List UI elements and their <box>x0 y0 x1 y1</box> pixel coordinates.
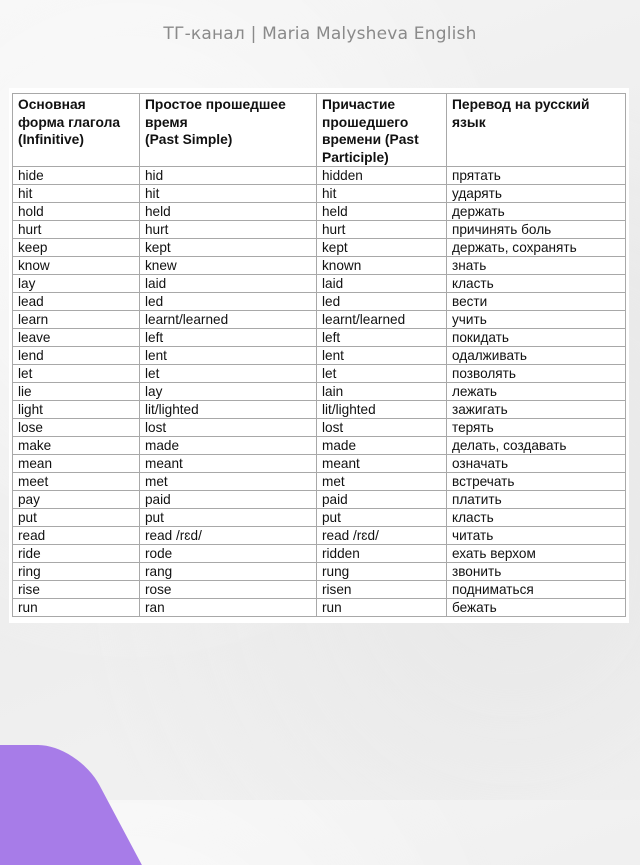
header-past-simple <box>140 94 317 167</box>
cell-translation: ударять <box>447 185 626 203</box>
cell-past-participle: read /rɛd/ <box>317 527 447 545</box>
cell-past-simple: laid <box>140 275 317 293</box>
cell-past-participle: meant <box>317 455 447 473</box>
table-row <box>13 185 626 203</box>
cell-infinitive: let <box>13 365 140 383</box>
cell-translation: делать, создавать <box>447 437 626 455</box>
cell-infinitive: leave <box>13 329 140 347</box>
cell-past-participle: rung <box>317 563 447 581</box>
cell-past-participle: held <box>317 203 447 221</box>
cell-past-participle: learnt/learned <box>317 311 447 329</box>
cell-infinitive: hurt <box>13 221 140 239</box>
cell-past-participle: run <box>317 599 447 617</box>
cell-past-simple: rose <box>140 581 317 599</box>
cell-past-participle: put <box>317 509 447 527</box>
header-line: Простое прошедшее <box>145 97 286 112</box>
table-row <box>13 473 626 491</box>
cell-translation: терять <box>447 419 626 437</box>
cell-translation: класть <box>447 509 626 527</box>
cell-translation: подниматься <box>447 581 626 599</box>
cell-past-participle: laid <box>317 275 447 293</box>
table-row <box>13 527 626 545</box>
cell-past-simple: led <box>140 293 317 311</box>
cell-past-simple: lit/lighted <box>140 401 317 419</box>
cell-translation: одалживать <box>447 347 626 365</box>
cell-translation: означать <box>447 455 626 473</box>
cell-infinitive: lead <box>13 293 140 311</box>
table-row <box>13 203 626 221</box>
cell-past-simple: left <box>140 329 317 347</box>
header-translation <box>447 94 626 167</box>
cell-past-simple: hurt <box>140 221 317 239</box>
cell-infinitive: keep <box>13 239 140 257</box>
table-row <box>13 383 626 401</box>
header-line: Основная <box>18 97 86 112</box>
cell-infinitive: put <box>13 509 140 527</box>
cell-infinitive: run <box>13 599 140 617</box>
cell-past-participle: hit <box>317 185 447 203</box>
cell-infinitive: hit <box>13 185 140 203</box>
table-card <box>9 88 629 623</box>
cell-past-participle: risen <box>317 581 447 599</box>
irregular-verbs-table <box>12 93 626 617</box>
cell-infinitive: mean <box>13 455 140 473</box>
table-row <box>13 221 626 239</box>
cell-translation: держать <box>447 203 626 221</box>
header-line: (Past Simple) <box>145 132 233 147</box>
cell-translation: прятать <box>447 167 626 185</box>
table-row <box>13 167 626 185</box>
cell-past-participle: made <box>317 437 447 455</box>
table-row <box>13 563 626 581</box>
cell-past-participle: paid <box>317 491 447 509</box>
table-row <box>13 293 626 311</box>
cell-past-participle: lit/lighted <box>317 401 447 419</box>
cell-past-participle: lent <box>317 347 447 365</box>
cell-past-simple: made <box>140 437 317 455</box>
cell-past-participle: led <box>317 293 447 311</box>
header-past-participle <box>317 94 447 167</box>
cell-translation: держать, сохранять <box>447 239 626 257</box>
header-line: форма глагола <box>18 114 121 130</box>
header-line: времени (Past <box>322 132 419 147</box>
cell-past-simple: put <box>140 509 317 527</box>
cell-infinitive: hold <box>13 203 140 221</box>
cell-past-simple: lost <box>140 419 317 437</box>
cell-infinitive: ride <box>13 545 140 563</box>
cell-translation: лежать <box>447 383 626 401</box>
cell-past-participle: hidden <box>317 167 447 185</box>
cell-infinitive: learn <box>13 311 140 329</box>
cell-past-simple: kept <box>140 239 317 257</box>
cell-past-simple: knew <box>140 257 317 275</box>
table-row <box>13 257 626 275</box>
cell-infinitive: know <box>13 257 140 275</box>
cell-past-simple: lent <box>140 347 317 365</box>
table-body <box>13 167 626 617</box>
header-line: (Infinitive) <box>18 132 84 147</box>
table-row <box>13 545 626 563</box>
cell-infinitive: read <box>13 527 140 545</box>
cell-past-simple: read /rɛd/ <box>140 527 317 545</box>
cell-infinitive: pay <box>13 491 140 509</box>
cell-translation: причинять боль <box>447 221 626 239</box>
table-row <box>13 275 626 293</box>
channel-title: ТГ-канал | Maria Malysheva English <box>163 24 477 44</box>
cell-past-participle: lain <box>317 383 447 401</box>
cell-past-simple: hid <box>140 167 317 185</box>
table-row <box>13 329 626 347</box>
cell-translation: знать <box>447 257 626 275</box>
cell-infinitive: make <box>13 437 140 455</box>
cell-translation: звонить <box>447 563 626 581</box>
table-row <box>13 239 626 257</box>
header-line: Перевод на русский <box>452 97 590 112</box>
table-row <box>13 491 626 509</box>
cell-infinitive: lend <box>13 347 140 365</box>
table-row <box>13 509 626 527</box>
cell-past-simple: held <box>140 203 317 221</box>
cell-translation: покидать <box>447 329 626 347</box>
table-row <box>13 437 626 455</box>
header-line: прошедшего <box>322 114 409 130</box>
table-row <box>13 581 626 599</box>
cell-past-simple: met <box>140 473 317 491</box>
cell-past-participle: hurt <box>317 221 447 239</box>
cell-infinitive: lose <box>13 419 140 437</box>
cell-past-simple: lay <box>140 383 317 401</box>
cell-translation: ехать верхом <box>447 545 626 563</box>
cell-infinitive: hide <box>13 167 140 185</box>
cell-past-participle: known <box>317 257 447 275</box>
header-infinitive <box>13 94 140 167</box>
cell-translation: класть <box>447 275 626 293</box>
cell-past-participle: ridden <box>317 545 447 563</box>
cell-past-participle: lost <box>317 419 447 437</box>
cell-past-simple: meant <box>140 455 317 473</box>
table-header-row <box>13 94 626 167</box>
table-row <box>13 401 626 419</box>
cell-past-simple: rode <box>140 545 317 563</box>
cell-past-simple: rang <box>140 563 317 581</box>
cell-infinitive: rise <box>13 581 140 599</box>
header-line: Participle) <box>322 149 389 165</box>
cell-translation: встречать <box>447 473 626 491</box>
cell-infinitive: light <box>13 401 140 419</box>
cell-translation: позволять <box>447 365 626 383</box>
cell-past-simple: hit <box>140 185 317 203</box>
table-row <box>13 599 626 617</box>
table-row <box>13 455 626 473</box>
cell-past-simple: let <box>140 365 317 383</box>
table-row <box>13 365 626 383</box>
cell-past-simple: ran <box>140 599 317 617</box>
cell-infinitive: lay <box>13 275 140 293</box>
cell-translation: платить <box>447 491 626 509</box>
header-line: Причастие <box>322 97 396 112</box>
cell-past-participle: met <box>317 473 447 491</box>
cell-translation: читать <box>447 527 626 545</box>
cell-past-participle: kept <box>317 239 447 257</box>
cell-infinitive: lie <box>13 383 140 401</box>
cell-past-simple: paid <box>140 491 317 509</box>
header-line: время <box>145 114 188 130</box>
cell-past-participle: let <box>317 365 447 383</box>
cell-translation: бежать <box>447 599 626 617</box>
table-row <box>13 419 626 437</box>
decorative-purple-shape <box>0 745 142 865</box>
cell-infinitive: meet <box>13 473 140 491</box>
table-row <box>13 347 626 365</box>
cell-past-simple: learnt/learned <box>140 311 317 329</box>
cell-infinitive: ring <box>13 563 140 581</box>
table-row <box>13 311 626 329</box>
cell-past-participle: left <box>317 329 447 347</box>
cell-translation: зажигать <box>447 401 626 419</box>
cell-translation: учить <box>447 311 626 329</box>
header-line: язык <box>452 114 486 130</box>
cell-translation: вести <box>447 293 626 311</box>
